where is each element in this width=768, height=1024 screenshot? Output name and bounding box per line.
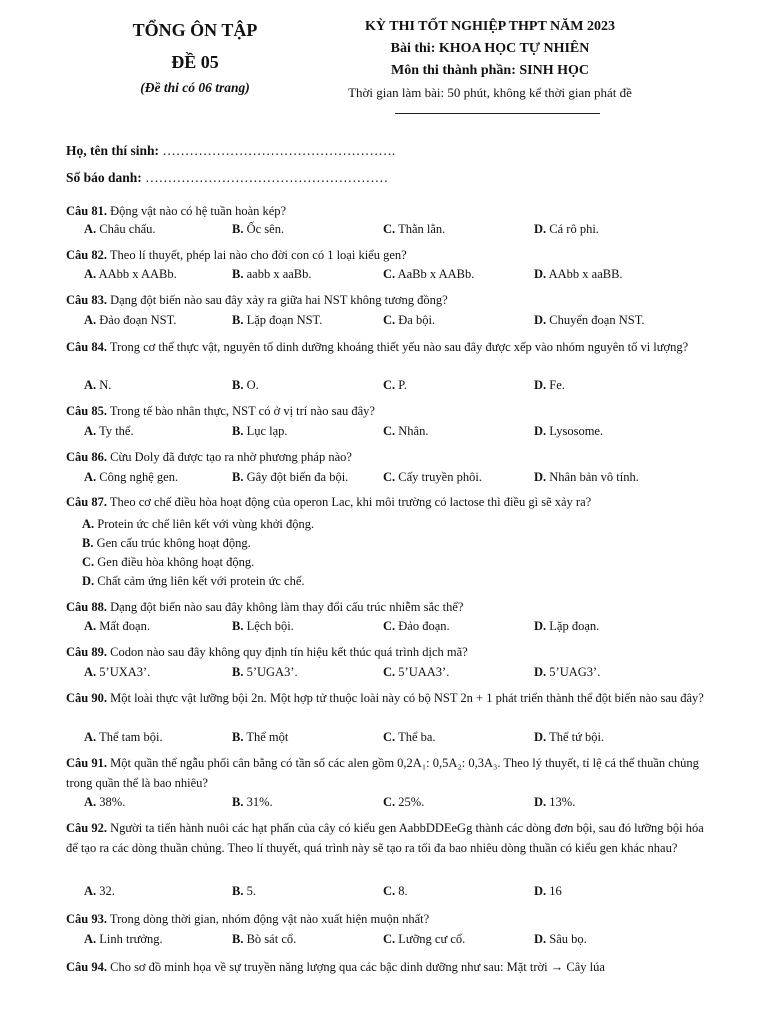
answer-options (84, 313, 704, 333)
option-a[interactable]: A. AAbb x AABb. (84, 267, 177, 281)
question-number: Câu 93. (66, 912, 107, 926)
option-c[interactable]: C. Đảo đoạn. (383, 619, 450, 633)
option-c[interactable]: C. Thể ba. (383, 730, 436, 744)
option-b[interactable]: B. O. (232, 378, 259, 392)
answer-options (84, 932, 704, 952)
exam-component: Môn thi thành phần: SINH HỌC (390, 63, 589, 78)
option-c[interactable]: C. Đa bội. (383, 313, 436, 327)
candidate-name-line (66, 143, 395, 159)
option-b[interactable]: B. Lục lạp. (232, 424, 288, 438)
option-c[interactable]: C. Lưỡng cư cổ. (383, 932, 466, 946)
question-text: Codon nào sau đây không quy định tín hiệu kết thúc quá trình dịch mã? (106, 645, 468, 659)
option-b[interactable]: B. Lệch bội. (232, 619, 294, 633)
option-d[interactable]: D. Nhân bản vô tính. (534, 470, 639, 484)
option-a[interactable]: A. Mất đoạn. (84, 619, 150, 633)
question (66, 337, 706, 357)
header-right (325, 16, 655, 104)
option-b[interactable]: B. Ốc sên. (232, 222, 285, 236)
question-text: Dạng đột biến nào sau đây xảy ra giữa hai NST không tương đồng? (106, 293, 448, 307)
question (66, 290, 706, 310)
exam-subject: Bài thi: KHOA HỌC TỰ NHIÊN (390, 41, 590, 56)
question (66, 597, 706, 617)
question-text: Một loài thực vật lưỡng bội 2n. Một hợp tử thuộc loài này có bộ NST 2n + 1 phát triển thành thể đột biến nào sau đây? (106, 691, 704, 705)
question-text: Cho sơ đồ minh họa về sự truyền năng lượng qua các bậc dinh dưỡng như sau: Mặt trời → Cây lúa (106, 960, 605, 974)
option-c[interactable]: C. AaBb x AABb. (383, 267, 475, 281)
question-number: Câu 86. (66, 450, 107, 464)
option-c[interactable]: C. 8. (383, 884, 408, 898)
candidate-name-dots: ……………………………………………. (159, 143, 396, 158)
option-b[interactable]: B. Gây đột biến đa bội. (232, 470, 349, 484)
question (66, 642, 706, 662)
answer-options (84, 795, 704, 815)
option-d[interactable]: D. Chuyển đoạn NST. (534, 313, 645, 327)
question (66, 909, 706, 929)
option-c[interactable]: C. P. (383, 378, 407, 392)
question (66, 245, 706, 265)
answer-options (84, 470, 704, 490)
candidate-id-label: Số báo danh: (66, 170, 142, 185)
question-number: Câu 87. (66, 495, 107, 509)
option-d[interactable]: D. Chất cảm ứng liên kết với protein ức chế. (82, 574, 305, 588)
question-number: Câu 85. (66, 404, 107, 418)
answer-options (84, 267, 704, 287)
option-b[interactable]: B. 31%. (232, 795, 273, 809)
answer-options (84, 424, 704, 444)
candidate-id-dots: ……………………………………………… (141, 170, 389, 185)
option-b[interactable]: B. 5. (232, 884, 256, 898)
question-text: Theo lí thuyết, phép lai nào cho đời con có 1 loại kiểu gen? (106, 248, 407, 262)
question (66, 401, 706, 421)
question (66, 688, 706, 708)
option-a[interactable]: A. 38%. (84, 795, 126, 809)
exam-code: ĐỀ 05 (171, 52, 219, 72)
question-number: Câu 81. (66, 204, 107, 218)
option-d[interactable]: D. Thể tứ bội. (534, 730, 605, 744)
question-text: Động vật nào có hệ tuần hoàn kép? (106, 204, 287, 218)
question-number: Câu 94. (66, 960, 107, 974)
option-a[interactable]: A. Thể tam bội. (84, 730, 163, 744)
question (66, 753, 706, 793)
option-d[interactable]: D. Cá rô phi. (534, 222, 599, 236)
option-a[interactable]: A. Ty thể. (84, 424, 134, 438)
page-count-note: (Đề thi có 06 trang) (140, 80, 250, 95)
review-title: TỔNG ÔN TẬP (132, 20, 258, 40)
option-a[interactable]: A. Công nghệ gen. (84, 470, 179, 484)
candidate-id-line (66, 170, 388, 186)
exam-time: Thời gian làm bài: 50 phút, không kể thời gian phát đề (348, 85, 632, 100)
question-number: Câu 91. (66, 756, 107, 770)
question-text: Một quần thể ngẫu phối cân bằng có tần số các alen gồm 0,2A₁: 0,5A₂: 0,3A₃. Theo lý thuyết, tỉ lệ cá thể thuần chủng trong quần thể là bao nhiêu? (66, 756, 699, 790)
option-d[interactable]: D. 13%. (534, 795, 576, 809)
option-a[interactable]: A. 32. (84, 884, 115, 898)
question-text: Theo cơ chế điều hòa hoạt động của operon Lac, khi môi trường có lactose thì điều gì sẽ xảy ra? (106, 495, 592, 509)
option-c[interactable]: C. 25%. (383, 795, 425, 809)
option-d[interactable]: D. Sâu bọ. (534, 932, 587, 946)
question-number: Câu 84. (66, 340, 107, 354)
option-a[interactable]: A. Protein ức chế liên kết với vùng khởi động. (82, 517, 315, 531)
option-d[interactable]: D. AAbb x aaBB. (534, 267, 623, 281)
option-d[interactable]: D. 16 (534, 884, 562, 898)
answer-options (84, 730, 704, 750)
question-number: Câu 90. (66, 691, 107, 705)
option-d[interactable]: D. Fe. (534, 378, 565, 392)
header-left (95, 18, 295, 96)
option-a[interactable]: A. Linh trưởng. (84, 932, 163, 946)
question-text: Trong dòng thời gian, nhóm động vật nào xuất hiện muộn nhất? (106, 912, 430, 926)
option-b[interactable]: B. Thể một (232, 730, 289, 744)
question (66, 957, 706, 977)
question-text: Cừu Doly đã được tạo ra nhờ phương pháp nào? (106, 450, 352, 464)
answer-options (84, 619, 704, 639)
option-b[interactable]: B. Bò sát cổ. (232, 932, 297, 946)
option-d[interactable]: D. Lặp đoạn. (534, 619, 600, 633)
question-number: Câu 88. (66, 600, 107, 614)
question (66, 818, 706, 858)
option-a[interactable]: A. Châu chấu. (84, 222, 156, 236)
question (66, 201, 706, 221)
exam-name: KỲ THI TỐT NGHIỆP THPT NĂM 2023 (365, 19, 615, 34)
option-a[interactable]: A. 5’UXA3’. (84, 665, 151, 679)
option-d[interactable]: D. 5’UAG3’. (534, 665, 601, 679)
candidate-name-label: Họ, tên thí sinh: (66, 143, 160, 158)
option-b[interactable]: B. 5’UGA3’. (232, 665, 298, 679)
header-underline (395, 113, 600, 114)
option-c[interactable]: C. 5’UAA3’. (383, 665, 450, 679)
option-a[interactable]: A. N. (84, 378, 112, 392)
option-b[interactable]: B. aabb x aaBb. (232, 267, 312, 281)
answer-options (84, 222, 704, 242)
question-text: Người ta tiến hành nuôi các hạt phấn của cây có kiểu gen AabbDDEeGg thành các dòng đơn bội, sau đó lưỡng bội hóa để tạo ra các dòng thuần chủng. Theo lí thuyết, quá trình này sẽ tạo ra tối đa bao nhiêu dòng thuần có kiểu gen khác nhau? (66, 821, 704, 855)
question-number: Câu 83. (66, 293, 107, 307)
answer-options (84, 884, 704, 904)
option-d[interactable]: D. Lysosome. (534, 424, 604, 438)
question-text: Dạng đột biến nào sau đây không làm thay đổi cấu trúc nhiễm sắc thể? (106, 600, 464, 614)
question-text: Trong cơ thể thực vật, nguyên tố dinh dưỡng khoáng thiết yếu nào sau đây được xếp vào nhóm nguyên tố vi lượng? (106, 340, 689, 354)
question (66, 447, 706, 467)
question-number: Câu 82. (66, 248, 107, 262)
question-number: Câu 89. (66, 645, 107, 659)
answer-options (84, 378, 704, 398)
answer-options (84, 665, 704, 685)
option-c[interactable]: C. Thằn lằn. (383, 222, 446, 236)
question-number: Câu 92. (66, 821, 107, 835)
option-b[interactable]: B. Gen cấu trúc không hoạt động. (82, 536, 251, 550)
option-a[interactable]: A. Đảo đoạn NST. (84, 313, 177, 327)
option-c[interactable]: C. Gen điều hòa không hoạt động. (82, 555, 255, 569)
question-text: Trong tế bào nhân thực, NST có ở vị trí nào sau đây? (106, 404, 375, 418)
option-c[interactable]: C. Nhân. (383, 424, 429, 438)
option-b[interactable]: B. Lặp đoạn NST. (232, 313, 323, 327)
question (66, 492, 706, 512)
option-c[interactable]: C. Cấy truyền phôi. (383, 470, 482, 484)
